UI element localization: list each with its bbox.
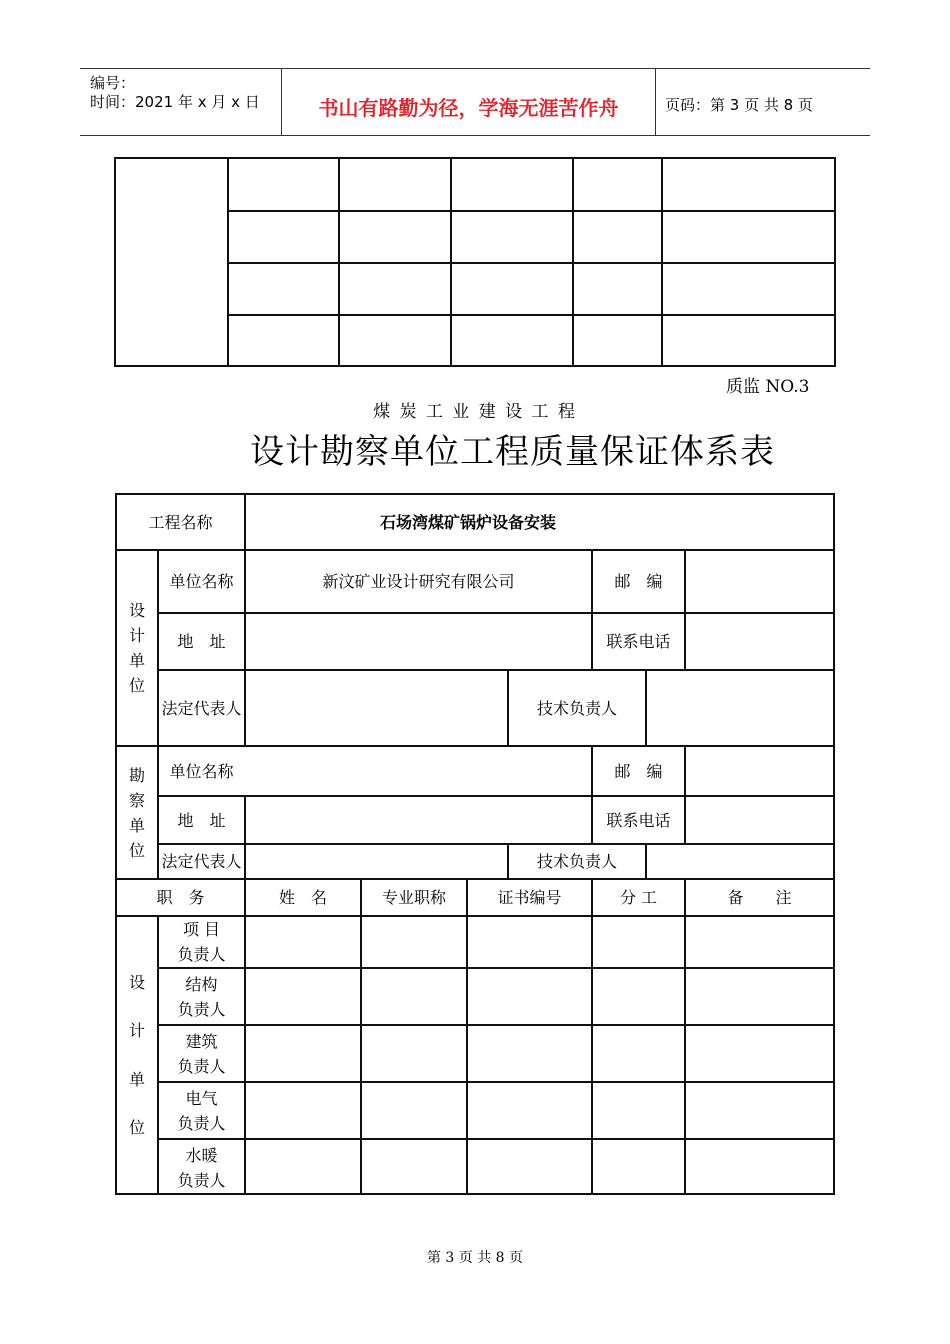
top-table-row-line [227,262,836,264]
project-name-label: 工程名称 [148,513,213,532]
top-table-row-line [227,314,836,316]
design-unit-address-label: 地 址 [177,632,226,651]
row-line [157,612,835,614]
row-line [157,1024,835,1026]
design-unit-section-label: 设 计 单 位 [128,601,145,695]
survey-unit-section-label: 勘 察 单 位 [128,765,145,860]
header-page-label: 页码：第 3 页 共 8 页 [665,96,813,114]
staff-header-remarks: 备 注 [727,888,792,907]
staff-header-role: 职 务 [156,888,205,907]
survey-unit-name-label: 单位名称 [169,761,234,781]
row-line [157,967,835,969]
staff-header-name: 姓 名 [278,888,327,907]
header-divider-right [655,68,656,136]
staff-role-project-lead: 项 目 负责人 [177,920,226,964]
col-line [645,669,647,746]
design-unit-name-value: 新汶矿业设计研究有限公司 [322,572,515,591]
design-unit-postcode-label: 邮 编 [614,572,663,591]
page-title: 设计勘察单位工程质量保证体系表 [250,432,775,472]
staff-role-architecture-lead: 建筑 负责人 [177,1031,226,1076]
survey-unit-postcode-label: 邮 编 [614,761,663,781]
header-motto: 书山有路勤为径，学海无涯苦作舟 [318,96,619,120]
col-line [360,878,362,1195]
staff-role-structure-lead: 结构 负责人 [177,974,226,1019]
page-footer: 第 3 页 共 8 页 [426,1250,524,1266]
staff-section-label: 设 计 单 位 [128,973,145,1137]
header-time-label: 时间：2021 年 x 月 x 日 [90,93,260,111]
row-line [157,843,835,845]
header-bottom-rule [80,135,870,136]
top-table-row-line [227,210,836,212]
design-unit-name-label: 单位名称 [169,572,234,591]
col-line [684,878,686,1195]
design-unit-legal-rep-label: 法定代表人 [161,698,242,718]
survey-unit-tech-lead-label: 技术负责人 [536,852,617,871]
staff-header-title: 专业职称 [381,888,446,907]
header-top-rule [80,68,870,69]
row-line [157,795,835,797]
design-unit-tech-lead-label: 技术负责人 [536,698,617,718]
row-line [157,1081,835,1083]
col-line [244,878,246,1195]
survey-unit-phone-label: 联系电话 [606,810,671,830]
col-line [466,878,468,1195]
col-line [684,745,686,845]
staff-role-plumbing-hvac-lead: 水暖 负责人 [177,1145,226,1190]
col-line [645,843,647,879]
design-unit-phone-label: 联系电话 [606,632,671,651]
staff-role-electrical-lead: 电气 负责人 [177,1088,226,1133]
survey-unit-legal-rep-label: 法定代表人 [161,852,242,871]
survey-unit-address-label: 地 址 [177,810,226,830]
staff-header-division: 分 工 [619,888,658,907]
form-code: 质监 NO.3 [726,377,810,397]
row-line [157,669,835,671]
subtitle: 煤 炭 工 业 建 设 工 程 [373,402,577,422]
col-line [244,795,246,879]
col-line [591,878,593,1195]
staff-header-certificate: 证书编号 [497,888,562,907]
col-line [684,549,686,670]
project-name-value: 石场湾煤矿锅炉设备安装 [379,513,556,532]
row-line [157,1138,835,1140]
header-number-label: 编号： [90,74,136,92]
